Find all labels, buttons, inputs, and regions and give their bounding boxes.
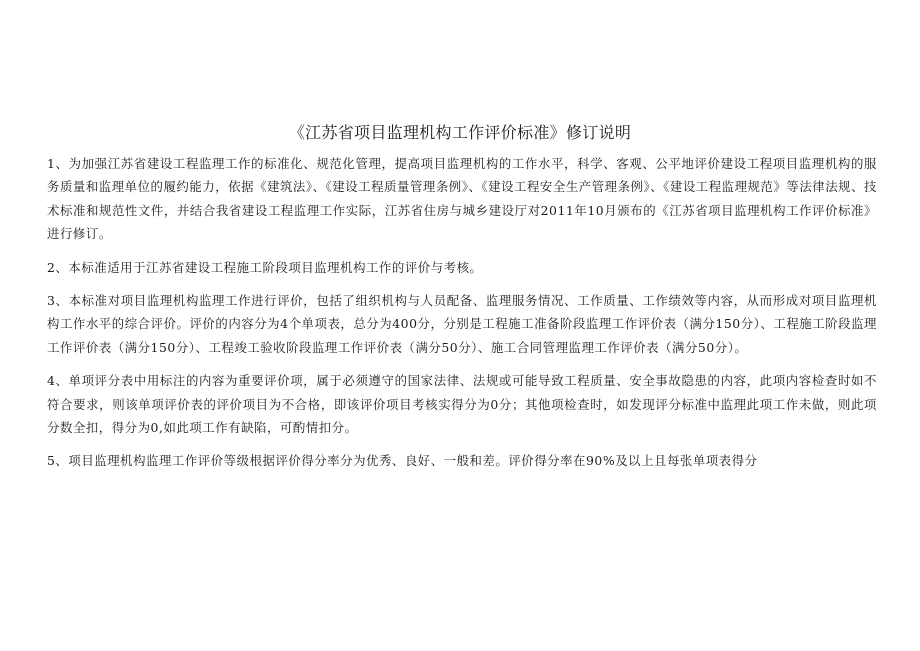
paragraph-3: 3、本标准对项目监理机构监理工作进行评价，包括了组织机构与人员配备、监理服务情况、工作质量、工作绩效等内容，从而形成对项目监理机构工作水平的综合评价。评价的内容分为4个单项表，总分为400分，分别是工程施工准备阶段监理工作评价表（满分150分）、工程施工阶段监理工作评价表（满分150分）、工程竣工验收阶段监理工作评价表（满分50分）、施工合同管理监理工作评价表（满分50分）。 [47,293,877,355]
paragraph-1: 1、为加强江苏省建设工程监理工作的标准化、规范化管理，提高项目监理机构的工作水平，科学、客观、公平地评价建设工程项目监理机构的服务质量和监理单位的履约能力，依据《建筑法》、《建设工程质量管理条例》、《建设工程安全生产管理条例》、《建设工程监理规范》等法律法规、技术标准和规范性文件，并结合我省建设工程监理工作实际，江苏省住房与城乡建设厅对2011年10月颁布的《江苏省项目监理机构工作评价标准》进行修订。 [47,156,877,242]
paragraph-2: 2、本标准适用于江苏省建设工程施工阶段项目监理机构工作的评价与考核。 [47,259,483,275]
paragraph-4: 4、单项评分表中用标注的内容为重要评价项，属于必须遵守的国家法律、法规或可能导致工程质量、安全事故隐患的内容，此项内容检查时如不符合要求，则该单项评价表的评价项目为不合格，即该评价项目考核实得分为0分；其他项检查时，如发现评分标准中监理此项工作未做，则此项分数全扣，得分为0,如此项工作有缺陷，可酌情扣分。 [47,373,877,436]
document-body [47,152,877,483]
document-title: 《江苏省项目监理机构工作评价标准》修订说明 [288,123,632,142]
paragraph-5: 5、项目监理机构监理工作评价等级根据评价得分率分为优秀、良好、一般和差。评价得分率在90%及以上且每张单项表得分 [47,453,758,469]
